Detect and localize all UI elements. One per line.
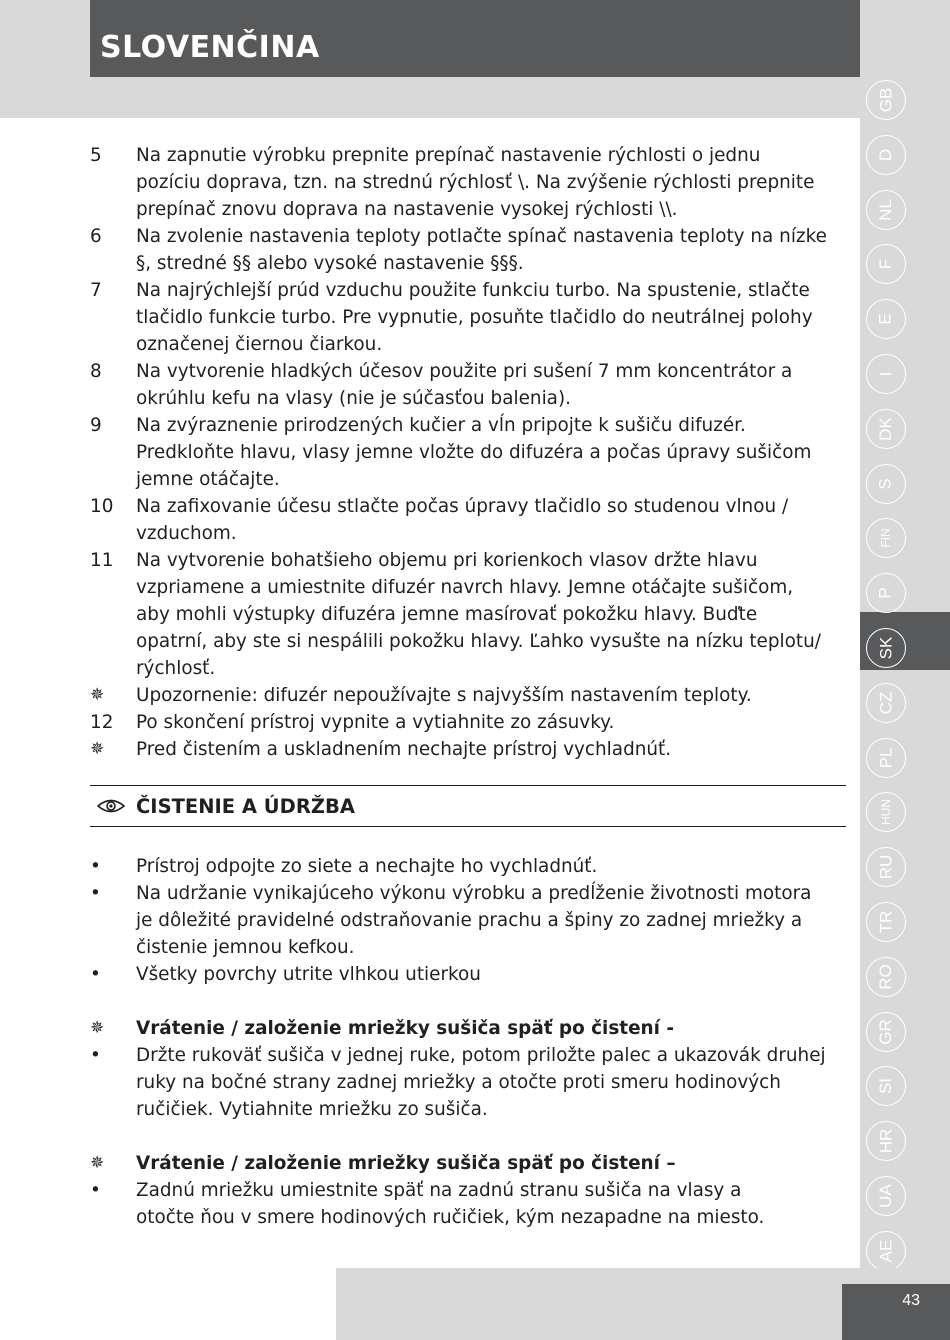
text-line: rýchlosť. <box>136 658 216 679</box>
text-line: Na najrýchlejší prúd vzduchu použite funkciu turbo. Na spustenie, stlačte <box>136 280 810 301</box>
language-code: DK <box>876 416 895 441</box>
cleaning-bullets <box>90 853 846 988</box>
text-line: Na udržanie vynikajúceho výkonu výrobku a predĺženie životnosti motora <box>136 883 812 904</box>
warning-star-icon: ✵ <box>90 685 105 705</box>
language-tab-gr[interactable] <box>866 1012 906 1052</box>
step-item-text <box>136 358 846 412</box>
text-line: Na vytvorenie hladkých účesov použite pri sušení 7 mm koncentrátor a <box>136 361 793 382</box>
list-item-text <box>136 880 846 961</box>
step-item <box>90 142 846 223</box>
step-item-text <box>136 223 846 277</box>
removal-heading-row <box>90 1015 846 1042</box>
language-tab-s[interactable] <box>866 464 906 504</box>
text-line: Na zafixovanie účesu stlačte počas úpravy tlačidlo so studenou vlnou / <box>136 496 789 517</box>
section-heading <box>90 786 846 826</box>
step-item <box>90 223 846 277</box>
page-number-box <box>842 1284 950 1340</box>
text-line: tlačidlo funkcie turbo. Pre vypnutie, posuňte tlačidlo do neutrálnej polohy <box>136 307 813 328</box>
step-item-text <box>136 736 846 763</box>
step-number: 12 <box>90 712 114 733</box>
language-tab-ae[interactable] <box>866 1231 906 1271</box>
eye-icon <box>96 797 126 815</box>
text-line: je dôležité pravidelné odstraňovanie prachu a špiny zo zadnej mriežky a <box>136 910 803 931</box>
text-line: opatrní, aby ste si nespálili pokožku hlavy. Ľahko vysušte na nízku teplotu/ <box>136 631 821 652</box>
refit-text <box>136 1177 846 1231</box>
text-line: Všetky povrchy utrite vlhkou utierkou <box>136 964 481 985</box>
language-tab-gb[interactable] <box>866 80 906 120</box>
list-item <box>90 853 846 880</box>
list-item-text <box>136 961 846 988</box>
removal-heading: Vrátenie / založenie mriežky sušiča späť po čistení - <box>136 1018 674 1039</box>
step-item-text <box>136 682 846 709</box>
text-line: ruky na bočné strany zadnej mriežky a otočte proti smeru hodinových <box>136 1072 781 1093</box>
language-tab-ro[interactable] <box>866 957 906 997</box>
text-line: Predkloňte hlavu, vlasy jemne vložte do difuzéra a počas úpravy sušičom <box>136 442 812 463</box>
text-line: vzduchom. <box>136 523 237 544</box>
text-line: Prístroj odpojte zo siete a nechajte ho vychladnúť. <box>136 856 598 877</box>
step-number: 6 <box>90 226 102 247</box>
language-code: D <box>876 148 895 161</box>
language-code: S <box>876 477 895 490</box>
language-tab-ru[interactable] <box>866 847 906 887</box>
language-code: E <box>876 313 895 325</box>
language-code: SI <box>876 1078 895 1095</box>
page-number: 43 <box>902 1292 920 1309</box>
list-item <box>90 961 846 988</box>
text-line: jemne otáčajte. <box>136 469 280 490</box>
text-line: Pred čistením a uskladnením nechajte prístroj vychladnúť. <box>136 739 672 760</box>
step-item <box>90 277 846 358</box>
language-code: RU <box>876 854 895 880</box>
step-item-text <box>136 412 846 493</box>
bullet-marker: • <box>90 1045 101 1066</box>
text-line: Po skončení prístroj vypnite a vytiahnite zo zásuvky. <box>136 712 615 733</box>
text-line: Upozornenie: difuzér nepoužívajte s najvyšším nastavením teploty. <box>136 685 752 706</box>
text-line: aby mohli výstupky difuzéra jemne masírovať pokožku hlavy. Buďte <box>136 604 758 625</box>
text-line: Na vytvorenie bohatšieho objemu pri korienkoch vlasov držte hlavu <box>136 550 758 571</box>
language-code: HR <box>876 1128 895 1154</box>
step-item-text <box>136 142 846 223</box>
language-code: SK <box>876 636 895 660</box>
list-item <box>90 880 846 961</box>
step-item <box>90 358 846 412</box>
text-line: prepínač znovu doprava na nastavenie vysokej rýchlosti \\. <box>136 199 678 220</box>
step-number: 10 <box>90 496 114 517</box>
text-line: §, stredné §§ alebo vysoké nastavenie §§§. <box>136 253 524 274</box>
refit-heading: Vrátenie / založenie mriežky sušiča späť po čistení – <box>136 1153 676 1174</box>
language-tab-p[interactable] <box>866 573 906 613</box>
text-line: Zadnú mriežku umiestnite späť na zadnú stranu sušiča na vlasy a <box>136 1180 742 1201</box>
step-item <box>90 709 846 736</box>
language-code: CZ <box>875 691 895 715</box>
language-code: UA <box>876 1184 895 1208</box>
language-tab-tr[interactable] <box>866 902 906 942</box>
removal-text <box>136 1042 846 1123</box>
language-code: AE <box>876 1239 895 1263</box>
warning-star-icon: ✵ <box>90 1153 105 1173</box>
language-code: HUN <box>879 799 893 826</box>
language-tab-pl[interactable] <box>866 738 906 778</box>
step-number: 9 <box>90 415 102 436</box>
step-number: 5 <box>90 145 102 166</box>
text-line: pozíciu doprava, tzn. na strednú rýchlosť \. Na zvýšenie rýchlosti prepnite <box>136 172 815 193</box>
text-line: Na zvýraznenie prirodzených kučier a vĺn pripojte k sušiču difuzér. <box>136 415 746 436</box>
header-bar <box>90 0 860 77</box>
text-line: čistenie jemnou kefkou. <box>136 937 355 958</box>
warning-star-icon: ✵ <box>90 739 105 759</box>
language-tab-cz[interactable] <box>866 683 906 723</box>
language-code: FIN <box>879 528 893 549</box>
warning-star-icon: ✵ <box>90 1018 105 1038</box>
instruction-steps <box>90 142 846 763</box>
step-number: 7 <box>90 280 102 301</box>
language-code: P <box>876 587 895 599</box>
step-item <box>90 547 846 682</box>
language-tab-e[interactable] <box>866 299 906 339</box>
language-tab-nl[interactable] <box>866 190 906 230</box>
text-line: označenej čiernou čiarkou. <box>136 334 383 355</box>
bullet-marker: • <box>90 964 101 985</box>
language-code: F <box>875 259 895 270</box>
list-item-text <box>136 853 846 880</box>
bullet-marker: • <box>90 856 101 877</box>
language-tab-i[interactable] <box>866 354 906 394</box>
step-item <box>90 736 846 763</box>
step-item-text <box>136 493 846 547</box>
step-number: 11 <box>90 550 114 571</box>
page-content <box>90 142 846 1231</box>
language-tab-d[interactable] <box>866 135 906 175</box>
language-code: TR <box>875 910 895 934</box>
language-code: GB <box>876 87 895 113</box>
language-tab-hr[interactable] <box>866 1121 906 1161</box>
bullet-marker: • <box>90 883 101 904</box>
step-item <box>90 682 846 709</box>
page-title: SLOVENČINA <box>100 30 320 65</box>
refit-heading-row <box>90 1150 846 1177</box>
step-item <box>90 493 846 547</box>
step-item <box>90 412 846 493</box>
step-number: 8 <box>90 361 102 382</box>
language-tab-ua[interactable] <box>866 1176 906 1216</box>
text-line: vzpriamene a umiestnite difuzér navrch hlavy. Jemne otáčajte sušičom, <box>136 577 794 598</box>
text-line: okrúhlu kefu na vlasy (nie je súčasťou balenia). <box>136 388 571 409</box>
text-line: Na zapnutie výrobku prepnite prepínač nastavenie rýchlosti o jednu <box>136 145 761 166</box>
language-tab-sk[interactable] <box>866 628 906 668</box>
language-code: NL <box>875 198 895 221</box>
language-code: I <box>875 371 895 377</box>
language-tab-dk[interactable] <box>866 409 906 449</box>
language-code: PL <box>875 747 895 768</box>
text-line: Držte rukoväť sušiča v jednej ruke, potom priložte palec a ukazovák druhej <box>136 1045 826 1066</box>
language-code: GR <box>876 1018 895 1045</box>
bullet-marker: • <box>90 1180 101 1201</box>
removal-bullet <box>90 1042 846 1123</box>
step-item-text <box>136 547 846 682</box>
step-item-text <box>136 709 846 736</box>
text-line: otočte ňou v smere hodinových ručičiek, kým nezapadne na miesto. <box>136 1207 765 1228</box>
section-title: ČISTENIE A ÚDRŽBA <box>136 794 355 818</box>
text-line: Na zvolenie nastavenia teploty potlačte spínač nastavenia teploty na nízke <box>136 226 827 247</box>
language-code: RO <box>876 964 895 990</box>
text-line: ručičiek. Vytiahnite mriežku zo sušiča. <box>136 1099 488 1120</box>
step-item-text <box>136 277 846 358</box>
refit-bullet <box>90 1177 846 1231</box>
